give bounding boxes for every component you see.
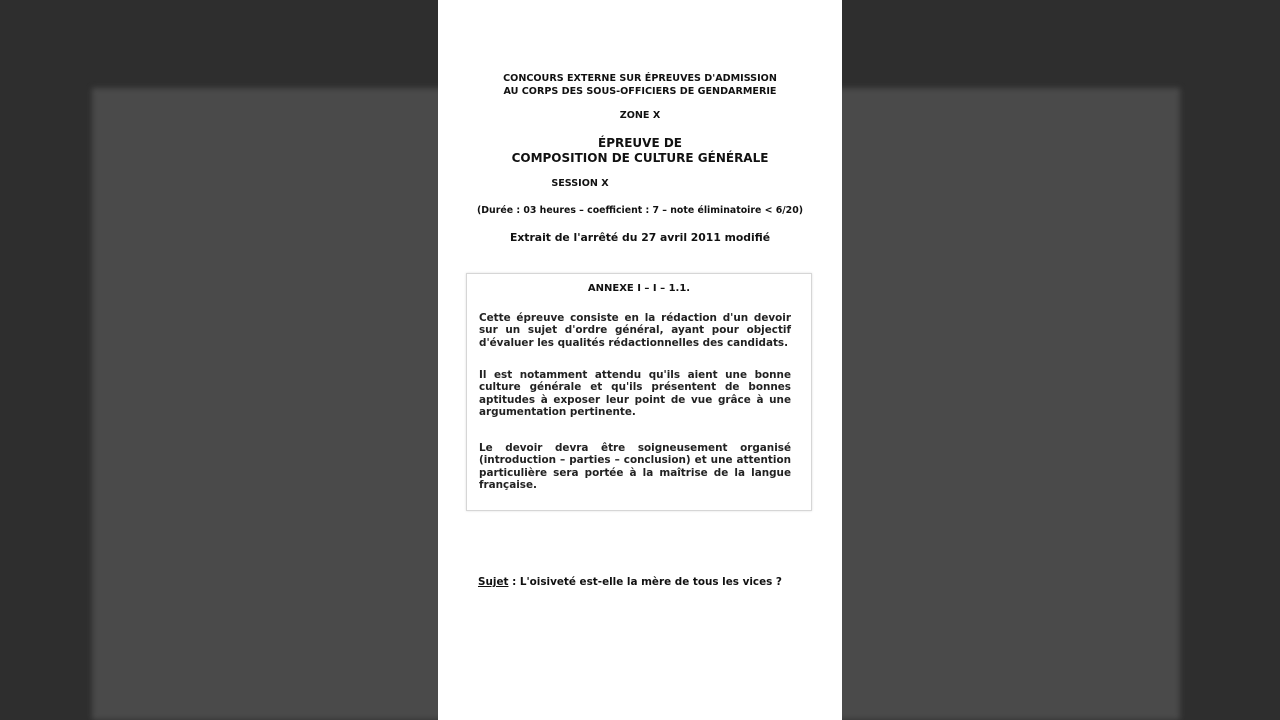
text-line: culture générale et qu'ils présentent de bonnes xyxy=(479,381,791,394)
text-line: Il est notamment attendu qu'ils aient une bonne xyxy=(479,369,791,381)
document-page xyxy=(438,0,842,720)
text-line: Le devoir devra être soigneusement organisé xyxy=(479,442,791,454)
session-label: SESSION X xyxy=(551,178,609,189)
contest-title-line2: AU CORPS DES SOUS-OFFICIERS DE GENDARMERIE xyxy=(503,86,777,97)
subject-label: Sujet xyxy=(478,576,509,588)
annex-paragraph-3 xyxy=(479,442,791,491)
contest-title-line1: CONCOURS EXTERNE SUR ÉPREUVES D'ADMISSION xyxy=(503,73,777,84)
text-line: (introduction – parties – conclusion) et une attention xyxy=(479,454,791,467)
text-line: française. xyxy=(479,478,537,491)
subject-text: L'oisiveté est-elle la mère de tous les vices ? xyxy=(519,576,782,588)
exam-title-line1: ÉPREUVE DE xyxy=(598,136,682,150)
text-line: d'évaluer les qualités rédactionnelles des candidats. xyxy=(479,336,789,349)
annex-paragraph-2 xyxy=(479,369,791,418)
text-line: particulière sera portée à la maîtrise de la langue xyxy=(479,466,791,479)
annex-title: ANNEXE I – I – 1.1. xyxy=(587,283,691,294)
annex-box xyxy=(466,273,812,511)
exam-details: (Durée : 03 heures – coefficient : 7 – note éliminatoire < 6/20) xyxy=(476,205,804,216)
subject-separator: : xyxy=(508,576,520,588)
decree-extract: Extrait de l'arrêté du 27 avril 2011 modifié xyxy=(509,231,771,244)
text-line: argumentation pertinente. xyxy=(479,405,636,418)
subject-line xyxy=(478,576,782,588)
zone-label: ZONE X xyxy=(619,110,661,121)
exam-title-line2: COMPOSITION DE CULTURE GÉNÉRALE xyxy=(511,151,769,165)
text-line: sur un sujet d'ordre général, ayant pour objectif xyxy=(479,324,791,337)
text-line: Cette épreuve consiste en la rédaction d'un devoir xyxy=(479,312,791,324)
text-line: aptitudes à exposer leur point de vue grâce à une xyxy=(479,393,791,406)
annex-paragraph-1 xyxy=(479,312,791,349)
